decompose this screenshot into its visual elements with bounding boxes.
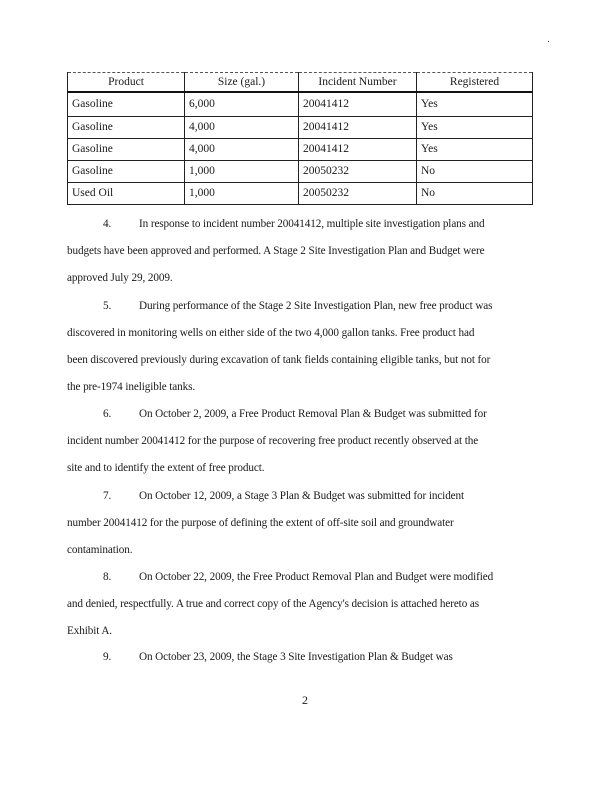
cell-registered: Yes [417, 139, 533, 161]
tank-table [67, 72, 533, 205]
cell-registered: Yes [417, 92, 533, 117]
cell-incident-number: 20050232 [299, 183, 417, 205]
cell-size: 6,000 [185, 92, 299, 117]
paragraph-line: On October 2, 2009, a Free Product Removal Plan & Budget was submitted for [139, 408, 487, 420]
cell-product: Gasoline [68, 139, 185, 161]
cell-product: Used Oil [68, 183, 185, 205]
cell-incident-number: 20050232 [299, 161, 417, 183]
cell-incident-number: 20041412 [299, 117, 417, 139]
paragraph-line: approved July 29, 2009. [67, 272, 173, 284]
paragraph-line: On October 12, 2009, a Stage 3 Plan & Budget was submitted for incident [139, 490, 465, 502]
paragraph-9 [67, 644, 537, 671]
cell-product: Gasoline [68, 92, 185, 117]
cell-product: Gasoline [68, 117, 185, 139]
cell-size: 1,000 [185, 183, 299, 205]
table-row [68, 92, 533, 117]
paragraph-line: During performance of the Stage 2 Site Investigation Plan, new free product was [139, 300, 493, 312]
paragraph-line: On October 22, 2009, the Free Product Removal Plan and Budget were modified [139, 571, 494, 583]
header-product: Product [68, 73, 185, 93]
table-row [68, 117, 533, 139]
cell-incident-number: 20041412 [299, 92, 417, 117]
paragraph-line: contamination. [67, 544, 133, 556]
cell-registered: No [417, 161, 533, 183]
paragraph-line: site and to identify the extent of free product. [67, 462, 265, 474]
table-header-row [68, 73, 533, 93]
paragraph-line: incident number 20041412 for the purpose of recovering free product recently observed at the [67, 435, 479, 447]
paragraph-line: discovered in monitoring wells on either side of the two 4,000 gallon tanks. Free product had [67, 327, 475, 339]
cell-size: 4,000 [185, 139, 299, 161]
paragraph-line: been discovered previously during excavation of tank fields containing eligible tanks, but not for [67, 354, 491, 366]
paragraph-4 [67, 211, 537, 292]
cell-registered: Yes [417, 117, 533, 139]
cell-incident-number: 20041412 [299, 139, 417, 161]
cell-registered: No [417, 183, 533, 205]
paragraph-8 [67, 564, 537, 645]
header-incident-number: Incident Number [299, 73, 417, 93]
scan-speck [548, 41, 549, 42]
paragraph-line: On October 23, 2009, the Stage 3 Site Investigation Plan & Budget was [139, 651, 453, 663]
header-size: Size (gal.) [185, 73, 299, 93]
paragraph-number: 5. [103, 300, 112, 312]
paragraph-line: Exhibit A. [67, 625, 112, 637]
paragraph-line: and denied, respectfully. A true and correct copy of the Agency's decision is attached hereto as [67, 598, 479, 610]
page-number: 2 [302, 693, 308, 707]
paragraph-line: In response to incident number 20041412, multiple site investigation plans and [139, 218, 485, 230]
cell-product: Gasoline [68, 161, 185, 183]
header-registered: Registered [417, 73, 533, 93]
table-row [68, 161, 533, 183]
table-row [68, 139, 533, 161]
paragraph-number: 9. [103, 651, 112, 663]
paragraph-line: number 20041412 for the purpose of defining the extent of off-site soil and groundwater [67, 517, 454, 529]
paragraph-number: 6. [103, 408, 112, 420]
cell-size: 4,000 [185, 117, 299, 139]
paragraph-line: the pre-1974 ineligible tanks. [67, 381, 196, 393]
paragraph-number: 4. [103, 218, 112, 230]
paragraph-number: 7. [103, 490, 112, 502]
paragraph-7 [67, 483, 537, 564]
paragraph-5 [67, 293, 537, 401]
cell-size: 1,000 [185, 161, 299, 183]
table-row [68, 183, 533, 205]
paragraph-number: 8. [103, 571, 112, 583]
paragraph-line: budgets have been approved and performed. A Stage 2 Site Investigation Plan and Budget were [67, 245, 485, 257]
paragraph-6 [67, 401, 537, 482]
